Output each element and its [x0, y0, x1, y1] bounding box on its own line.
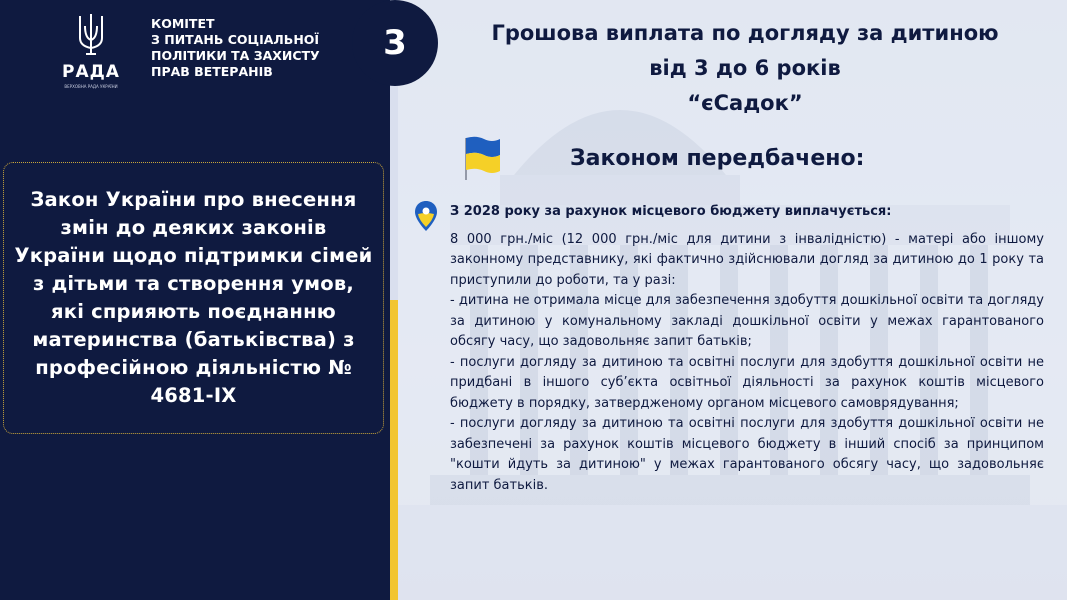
committee-line: З ПИТАНЬ СОЦІАЛЬНОЇ — [151, 32, 320, 47]
law-title-box — [3, 162, 384, 434]
location-pin-icon — [414, 200, 438, 232]
rada-logo — [60, 12, 122, 89]
brand-subline: ВЕРХОВНА РАДА УКРАЇНИ — [64, 84, 118, 89]
accent-stripe-yellow — [390, 300, 398, 600]
law-title: Закон України про внесення змін до деяких законів України щодо підтримки сімей з дітьми та створення умов, які сприяють поєднанню материнства (батьківства) з професійною діяльністю № 4681-ІХ — [14, 188, 373, 407]
payment-paragraph: 8 000 грн./міс (12 000 грн./міс для дитини з інвалідністю) - матері або іншому законному представнику, які фактично здійснювали догляд за дитиною до 1 року та приступили до роботи, та у разі: — [450, 231, 1044, 288]
trident-icon — [76, 12, 106, 56]
section-heading: Законом передбачено: — [570, 146, 865, 171]
slide-title-line: Грошова виплата по догляду за дитиною — [491, 21, 999, 45]
condition-item: - дитина не отримала місце для забезпечення здобуття дошкільної освіти та догляду за дитиною у комунальному закладі дошкільної освіти у межах гарантованого обсягу часу, що задовольняє запит батьків; — [450, 293, 1044, 349]
lead-text: З 2028 року за рахунок місцевого бюджету виплачується: — [450, 204, 892, 219]
slide-number-badge: 3 — [352, 0, 438, 86]
committee-name — [151, 16, 351, 80]
ukraine-flag-icon — [464, 136, 502, 180]
slide-title-line: “єСадок” — [687, 91, 803, 115]
slide-title — [440, 16, 1050, 121]
left-panel — [0, 0, 390, 600]
committee-line: ПРАВ ВЕТЕРАНІВ — [151, 64, 273, 79]
slide-content — [450, 202, 1044, 496]
committee-line: ПОЛІТИКИ ТА ЗАХИСТУ — [151, 48, 320, 63]
condition-item: - послуги догляду за дитиною та освітні послуги для здобуття дошкільної освіти не придбані в іншого суб’єкта освітньої діяльності за рахунок коштів місцевого бюджету в порядку, затвердженому органом місцевого самоврядування; — [450, 354, 1044, 411]
brand-name: РАДА — [62, 62, 120, 82]
condition-item: - послуги догляду за дитиною та освітні послуги для здобуття дошкільної освіти не забезпечені за рахунок коштів місцевого бюджету в інший спосіб за принципом "кошти йдуть за дитиною" у межах гарантованого обсягу часу, що задовольняє запит батьків. — [450, 416, 1044, 493]
slide-title-line: від 3 до 6 років — [649, 56, 841, 80]
committee-line: КОМІТЕТ — [151, 16, 215, 31]
